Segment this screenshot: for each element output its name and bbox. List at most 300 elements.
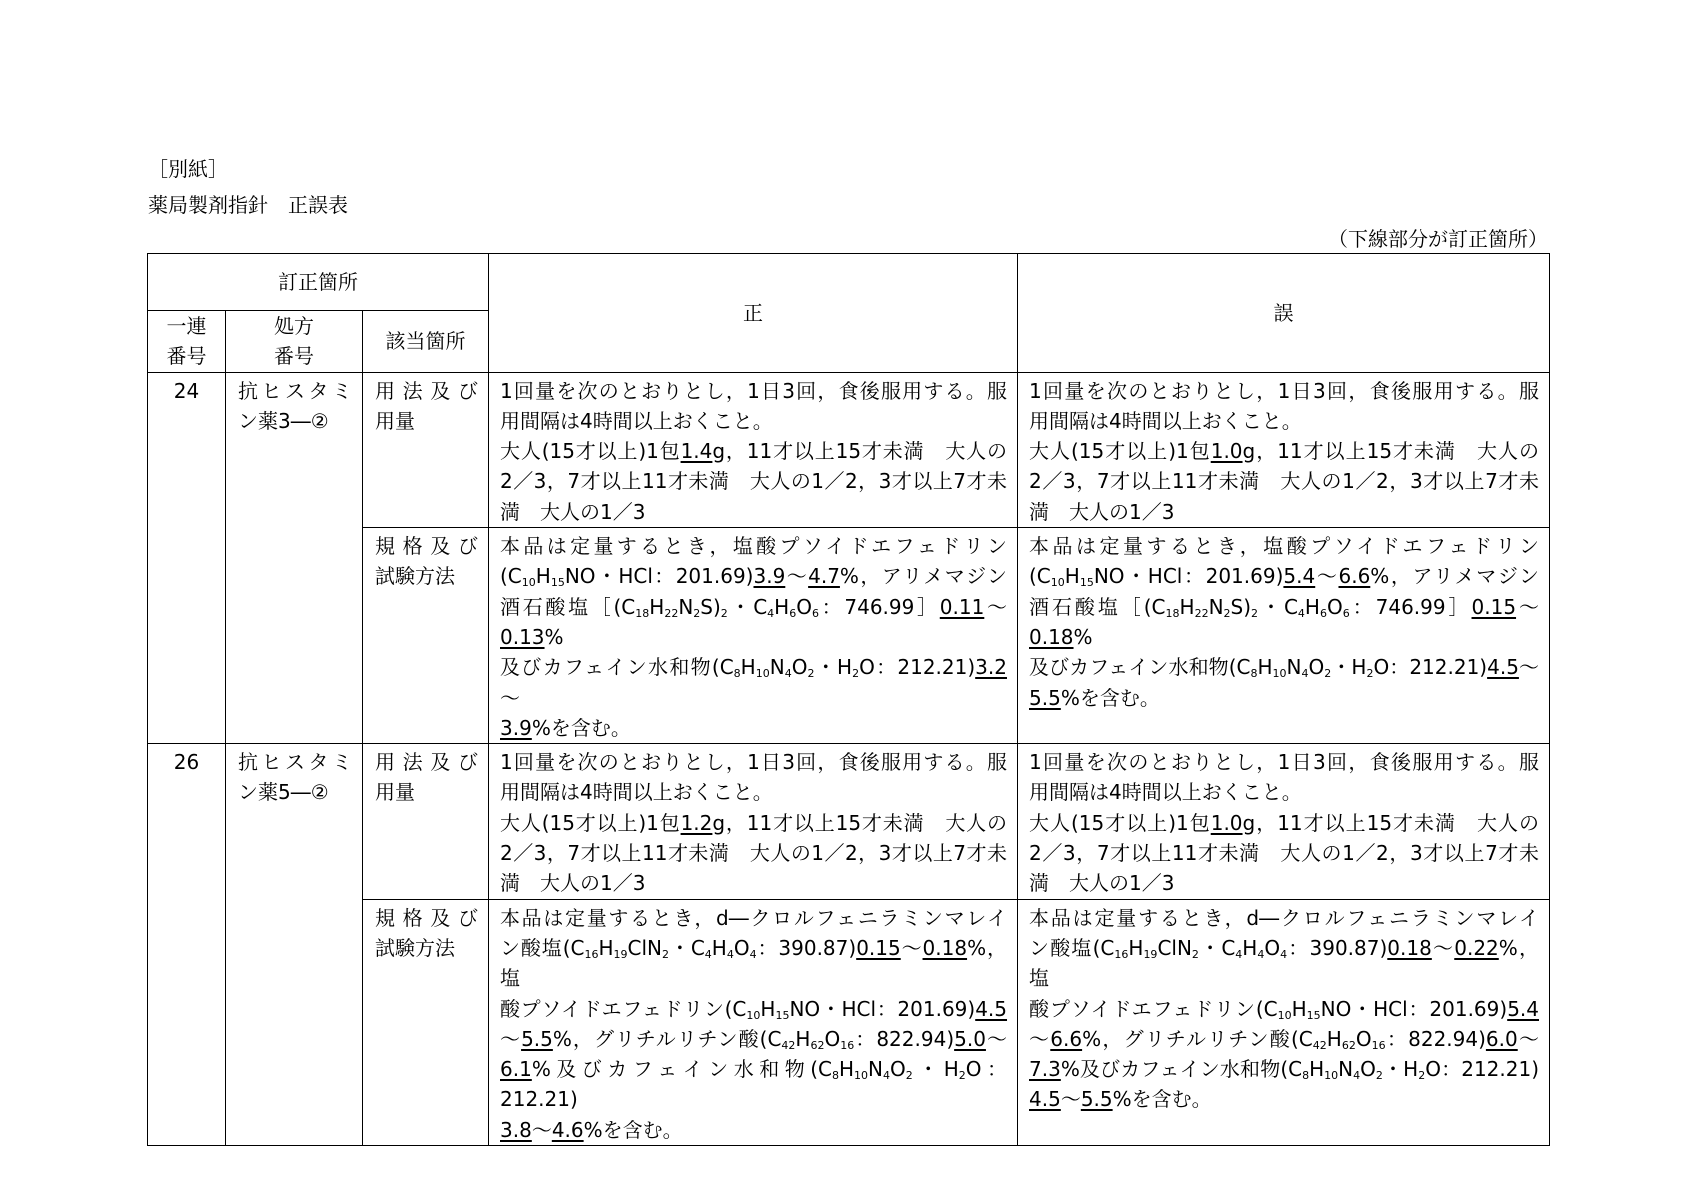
serial-number: 26 [173, 750, 200, 775]
text-run: g，11才以上15才未満 大人の [712, 439, 1008, 464]
text-line [1029, 1084, 1539, 1114]
subscript: 4 [882, 1069, 890, 1083]
text-line [500, 994, 1007, 1024]
text-run: H [1242, 935, 1258, 960]
text-line [500, 903, 1007, 933]
header-serial-no-line: 一連 [166, 314, 207, 338]
correct-text-cell [489, 899, 1018, 1145]
table-row [148, 372, 1550, 527]
underlined-correction: 5.5 [1080, 1087, 1113, 1112]
text-run: 満 大人の1／3 [1029, 871, 1175, 896]
text-run: NO・HCl：201.69) [789, 996, 976, 1021]
text-run: ：390.87) [1287, 935, 1388, 960]
section-line: 試験方法 [375, 935, 455, 960]
text-run: O [1326, 594, 1343, 619]
subscript: 2 [1191, 947, 1199, 961]
header-correct: 正 [489, 254, 1018, 373]
text-run: 及びカフェイン水和物(C [500, 655, 734, 680]
text-run: g，11才以上15才未満 大人の [1242, 810, 1540, 835]
text-run: ：390.87) [756, 935, 857, 960]
underlined-correction: 0.18 [1387, 935, 1432, 960]
section-line: 用法及び [375, 750, 478, 775]
text-run: 大人(15才以上)1包 [1029, 810, 1211, 835]
underlined-correction: 4.7 [808, 564, 840, 589]
text-line [1029, 994, 1539, 1024]
text-run: 及びカフェイン水和物(C [1029, 655, 1251, 680]
correct-text-cell [489, 744, 1018, 899]
text-line [500, 652, 1007, 713]
underlined-correction: 0.22 [1454, 935, 1499, 960]
prescription-line: 抗ヒスタミ [238, 378, 352, 403]
serial-number-cell [148, 372, 226, 744]
text-run: H [795, 1026, 811, 1051]
subscript: 2 [905, 1069, 913, 1083]
text-run: ン酸塩(C [1029, 935, 1115, 960]
prescription-cell [226, 372, 363, 744]
subscript: 22 [1194, 606, 1209, 620]
text-run: 2／3，7才以上11才未満 大人の1／2，3才以上7才未 [1029, 469, 1539, 494]
text-line [1029, 466, 1539, 496]
subscript: 4 [704, 947, 712, 961]
subscript: 2 [852, 667, 860, 681]
text-run: ・H [1331, 655, 1367, 680]
text-line [500, 1024, 1007, 1054]
text-run: ～ [1518, 655, 1539, 680]
text-run: ・C [669, 935, 705, 960]
subscript: 19 [613, 947, 628, 961]
text-run: ：746.99］ [818, 594, 940, 619]
text-run: 本品は定量するとき，塩酸プソイドエフェドリン [500, 534, 1007, 559]
text-line [500, 497, 1007, 527]
text-run: ：822.94) [854, 1026, 955, 1051]
text-run: ～ [1516, 594, 1539, 619]
text-run: %を含む。 [531, 715, 631, 740]
text-run: 1回量を次のとおりとし，1日3回，食後服用する。服 [1029, 750, 1539, 775]
subscript: 4 [1353, 1069, 1361, 1083]
text-run: ・H [912, 1057, 959, 1082]
text-line [500, 466, 1007, 496]
text-line [500, 376, 1007, 406]
text-run: O [791, 655, 808, 680]
text-line [500, 592, 1007, 653]
text-run: ・C [727, 594, 768, 619]
header-prescription-no-line: 番号 [274, 344, 314, 369]
underlined-correction: 0.15 [856, 935, 901, 960]
subscript: 4 [784, 667, 792, 681]
text-line [1029, 561, 1539, 591]
underlined-correction: 1.0 [1210, 439, 1243, 464]
text-line [1029, 376, 1539, 406]
header-serial-no-line: 番号 [166, 344, 207, 369]
text-run: 用間隔は4時間以上おくこと。 [1029, 408, 1302, 433]
text-run: N [868, 1057, 883, 1082]
text-run: O [1264, 935, 1281, 960]
subscript: 4 [767, 606, 775, 620]
text-run: ・C [1258, 594, 1298, 619]
section-line: 試験方法 [375, 564, 455, 589]
text-run: 大人(15才以上)1包 [1029, 439, 1211, 464]
document-title: 薬局製剤指針 正誤表 [148, 193, 348, 217]
subscript: 10 [746, 1008, 761, 1022]
text-run: ～ [1060, 1087, 1081, 1112]
text-run: H [1309, 1057, 1325, 1082]
text-run: (C [500, 564, 522, 589]
underlined-correction: 6.1 [500, 1057, 532, 1082]
text-run: ：746.99］ [1349, 594, 1472, 619]
text-run: 本品は定量するとき，塩酸プソイドエフェドリン [1029, 534, 1539, 559]
subscript: 2 [958, 1069, 966, 1083]
subscript: 6 [1319, 606, 1327, 620]
subscript: 4 [1235, 947, 1243, 961]
underlined-correction: 5.5 [521, 1026, 553, 1051]
text-line [1029, 747, 1539, 777]
text-run: ～ [500, 1026, 522, 1051]
text-line [1029, 838, 1539, 868]
subscript: 10 [1272, 667, 1287, 681]
text-run: 1回量を次のとおりとし，1日3回，食後服用する。服 [500, 750, 1007, 775]
subscript: 2 [1223, 606, 1231, 620]
text-line [500, 531, 1007, 561]
section-line: 用量 [375, 408, 415, 433]
subscript: 2 [1418, 1069, 1426, 1083]
underlined-correction: 4.5 [1029, 1087, 1061, 1112]
header-prescription-no-line: 処方 [274, 314, 314, 338]
text-run: S) [1230, 594, 1252, 619]
subscript: 22 [664, 606, 679, 620]
subscript: 19 [1143, 947, 1158, 961]
text-run: ～ [1029, 1026, 1051, 1051]
subscript: 16 [1371, 1038, 1386, 1052]
subscript: 10 [1277, 1008, 1292, 1022]
text-run: %及びカフェイン水和物(C [1060, 1057, 1303, 1082]
subscript: 15 [550, 576, 565, 590]
text-run: S) [700, 594, 721, 619]
text-run: ～ [1517, 1026, 1539, 1051]
subscript: 4 [749, 947, 757, 961]
text-line [500, 1115, 1007, 1145]
header-wrong: 誤 [1018, 254, 1550, 373]
text-run: %，塩 [1029, 935, 1539, 991]
text-line [1029, 777, 1539, 807]
subscript: 10 [755, 667, 770, 681]
text-run: H [760, 996, 776, 1021]
section-line: 規格及び [375, 534, 478, 559]
text-run: (C [1029, 564, 1051, 589]
underlined-correction: 4.5 [975, 996, 1008, 1021]
text-line [1029, 1024, 1539, 1054]
subscript: 62 [1341, 1038, 1356, 1052]
underlined-correction: 5.4 [1507, 996, 1539, 1021]
correct-text-cell [489, 528, 1018, 744]
serial-number-cell [148, 744, 226, 1146]
text-run: H [1128, 935, 1144, 960]
underlined-correction: 4.5 [1487, 655, 1519, 680]
text-run: ・C [1198, 935, 1236, 960]
underlined-correction: 3.8 [500, 1117, 532, 1142]
text-line [500, 868, 1007, 898]
subscript: 2 [720, 606, 728, 620]
subscript: 8 [733, 667, 741, 681]
text-run: % [1073, 624, 1093, 649]
subscript: 4 [1257, 947, 1265, 961]
text-line [500, 406, 1007, 436]
text-run: H [740, 655, 756, 680]
text-line [1029, 497, 1539, 527]
text-run: ClN [1157, 935, 1192, 960]
subscript: 10 [854, 1069, 869, 1083]
text-run: %を含む。 [1060, 685, 1160, 710]
underlined-correction: 1.0 [1210, 810, 1243, 835]
text-run: g，11才以上15才未満 大人の [712, 810, 1008, 835]
text-line [500, 436, 1007, 466]
text-run: ～ [984, 594, 1007, 619]
wrong-text-cell [1018, 899, 1550, 1145]
subscript: 6 [811, 606, 819, 620]
text-run: NO・HCl：201.69) [564, 564, 754, 589]
section-cell [363, 744, 489, 899]
text-line [1029, 652, 1539, 682]
subscript: 16 [840, 1038, 855, 1052]
text-run: O [889, 1057, 906, 1082]
correct-text-cell [489, 372, 1018, 527]
text-run: 2／3，7才以上11才未満 大人の1／2，3才以上7才未 [1029, 841, 1539, 866]
text-run: ・H [814, 655, 853, 680]
wrong-text-cell [1018, 372, 1550, 527]
attachment-label: ［別紙］ [148, 157, 228, 181]
section-cell [363, 372, 489, 527]
subscript: 2 [807, 667, 815, 681]
text-line [1029, 903, 1539, 933]
text-run: %，塩 [500, 935, 1007, 991]
text-run: ～ [500, 685, 520, 710]
text-run: ～ [1315, 564, 1339, 589]
underlined-correction: 5.0 [954, 1026, 986, 1051]
subscript: 4 [1280, 947, 1288, 961]
serial-number: 24 [173, 378, 200, 403]
text-run: %及びカフェイン水和物(C [531, 1057, 832, 1082]
subscript: 10 [1324, 1069, 1339, 1083]
text-run: ～ [1431, 935, 1455, 960]
wrong-text-cell [1018, 528, 1550, 744]
text-line [1029, 683, 1539, 713]
text-run: O [796, 594, 812, 619]
subscript: 2 [1251, 606, 1259, 620]
text-run: H [1064, 564, 1080, 589]
text-run: O [1360, 1057, 1376, 1082]
section-line: 用法及び [375, 378, 478, 403]
text-run: ～ [531, 1117, 552, 1142]
underline-note: （下線部分が訂正箇所） [1328, 227, 1548, 251]
text-run: H [711, 935, 727, 960]
subscript: 8 [1302, 1069, 1310, 1083]
subscript: 4 [1301, 667, 1309, 681]
subscript: 42 [1312, 1038, 1327, 1052]
text-run: 2／3，7才以上11才未満 大人の1／2，3才以上7才未 [500, 841, 1007, 866]
underlined-correction: 0.15 [1471, 594, 1517, 619]
text-run: 満 大人の1／3 [1029, 499, 1175, 524]
section-cell [363, 528, 489, 744]
text-run: ：822.94) [1385, 1026, 1486, 1051]
text-line [500, 561, 1007, 591]
text-run: O：212.21) [1425, 1057, 1540, 1082]
underlined-correction: 5.5 [1029, 685, 1061, 710]
text-run: O：212.21) [500, 1057, 1007, 1112]
text-line [500, 838, 1007, 868]
text-run: H [1179, 594, 1195, 619]
underlined-correction: 6.6 [1338, 564, 1371, 589]
header-section: 該当箇所 [363, 311, 489, 373]
text-run: H [1257, 655, 1273, 680]
text-run: %を含む。 [583, 1117, 683, 1142]
text-run: 酸プソイドエフェドリン(C [500, 996, 747, 1021]
text-run: O [824, 1026, 841, 1051]
underlined-correction: 1.2 [680, 810, 713, 835]
subscript: 4 [1297, 606, 1305, 620]
text-run: 満 大人の1／3 [500, 871, 646, 896]
text-run: g，11才以上15才未満 大人の [1242, 439, 1540, 464]
subscript: 18 [1165, 606, 1180, 620]
text-run: %，グリチルリチン酸(C [552, 1026, 782, 1051]
text-line [500, 747, 1007, 777]
subscript: 2 [693, 606, 701, 620]
wrong-text-cell [1018, 744, 1550, 899]
prescription-line: ン薬3―② [238, 408, 329, 433]
text-run: N [1208, 594, 1224, 619]
underlined-correction: 3.9 [753, 564, 786, 589]
subscript: 2 [1375, 1069, 1383, 1083]
text-line [1029, 1054, 1539, 1084]
subscript: 2 [662, 947, 670, 961]
subscript: 2 [1324, 667, 1332, 681]
underlined-correction: 0.13 [500, 624, 545, 649]
subscript: 62 [810, 1038, 825, 1052]
header-prescription-no [226, 311, 363, 373]
section-cell [363, 899, 489, 1145]
underlined-correction: 5.4 [1283, 564, 1316, 589]
header-correction-location: 訂正箇所 [148, 254, 489, 311]
text-run: N [769, 655, 785, 680]
text-run: 満 大人の1／3 [500, 499, 646, 524]
subscript: 16 [584, 947, 599, 961]
subscript: 8 [1250, 667, 1258, 681]
text-run: ClN [627, 935, 663, 960]
underlined-correction: 3.2 [975, 655, 1007, 680]
text-line [1029, 868, 1539, 898]
text-run: ～ [985, 1026, 1007, 1051]
subscript: 2 [1366, 667, 1374, 681]
subscript: 6 [1342, 606, 1350, 620]
text-run: ン酸塩(C [500, 935, 585, 960]
text-line [1029, 531, 1539, 561]
subscript: 10 [521, 576, 536, 590]
text-run: 大人(15才以上)1包 [500, 810, 681, 835]
text-run: H [1326, 1026, 1342, 1051]
subscript: 8 [831, 1069, 839, 1083]
prescription-line: ン薬5―② [238, 780, 329, 805]
text-line [500, 933, 1007, 994]
underlined-correction: 6.0 [1485, 1026, 1518, 1051]
text-line [1029, 592, 1539, 653]
underlined-correction: 0.11 [939, 594, 985, 619]
text-run: %，グリチルリチン酸(C [1082, 1026, 1313, 1051]
text-run: O：212.21) [1373, 655, 1488, 680]
text-run: 本品は定量するとき，d―クロルフェニラミンマレイ [500, 905, 1007, 930]
subscript: 4 [726, 947, 734, 961]
subscript: 6 [789, 606, 797, 620]
text-run: ～ [785, 564, 809, 589]
errata-table [147, 253, 1550, 1146]
text-line [500, 1054, 1007, 1115]
text-run: H [598, 935, 614, 960]
text-run: 酒石酸塩［(C [1029, 594, 1166, 619]
text-run: H [535, 564, 551, 589]
text-run: NO・HCl：201.69) [1320, 996, 1508, 1021]
text-run: 用間隔は4時間以上おくこと。 [1029, 780, 1302, 805]
subscript: 18 [635, 606, 650, 620]
text-line [1029, 406, 1539, 436]
text-run: NO・HCl：201.69) [1093, 564, 1284, 589]
underlined-correction: 3.9 [500, 715, 532, 740]
header-serial-no [148, 311, 226, 373]
text-run: O [1308, 655, 1325, 680]
underlined-correction: 0.18 [1029, 624, 1074, 649]
underlined-correction: 7.3 [1029, 1057, 1061, 1082]
subscript: 16 [1114, 947, 1129, 961]
text-run: O [1355, 1026, 1372, 1051]
subscript: 42 [781, 1038, 796, 1052]
text-run: 用間隔は4時間以上おくこと。 [500, 780, 773, 805]
text-line [1029, 933, 1539, 994]
text-run: H [1304, 594, 1320, 619]
underlined-correction: 4.6 [551, 1117, 584, 1142]
prescription-cell [226, 744, 363, 1146]
subscript: 10 [1050, 576, 1065, 590]
text-run: H [838, 1057, 855, 1082]
text-run: ～ [900, 935, 923, 960]
underlined-correction: 6.6 [1050, 1026, 1083, 1051]
text-run: ・H [1382, 1057, 1419, 1082]
underlined-correction: 0.18 [922, 935, 968, 960]
text-run: %，アリメマジン [839, 564, 1008, 589]
text-run: H [1291, 996, 1307, 1021]
text-run: 1回量を次のとおりとし，1日3回，食後服用する。服 [1029, 378, 1539, 403]
section-line: 規格及び [375, 905, 478, 930]
prescription-line: 抗ヒスタミ [238, 750, 352, 775]
subscript: 15 [1306, 1008, 1321, 1022]
text-run: 1回量を次のとおりとし，1日3回，食後服用する。服 [500, 378, 1007, 403]
text-run: 酸プソイドエフェドリン(C [1029, 996, 1278, 1021]
text-run: 用間隔は4時間以上おくこと。 [500, 408, 773, 433]
text-line [500, 713, 1007, 743]
subscript: 15 [1079, 576, 1094, 590]
subscript: 15 [775, 1008, 790, 1022]
underlined-correction: 1.4 [680, 439, 713, 464]
text-run: N [1338, 1057, 1354, 1082]
text-run: H [774, 594, 790, 619]
section-line: 用量 [375, 780, 415, 805]
text-run: N [1286, 655, 1302, 680]
text-run: N [678, 594, 694, 619]
text-run: 大人(15才以上)1包 [500, 439, 681, 464]
text-run: 本品は定量するとき，d―クロルフェニラミンマレイ [1029, 905, 1539, 930]
text-run: O [733, 935, 750, 960]
text-run: % [544, 624, 564, 649]
text-run: %を含む。 [1112, 1087, 1212, 1112]
text-run: O：212.21) [859, 655, 976, 680]
text-run: H [649, 594, 665, 619]
table-row [148, 744, 1550, 899]
text-line [500, 808, 1007, 838]
